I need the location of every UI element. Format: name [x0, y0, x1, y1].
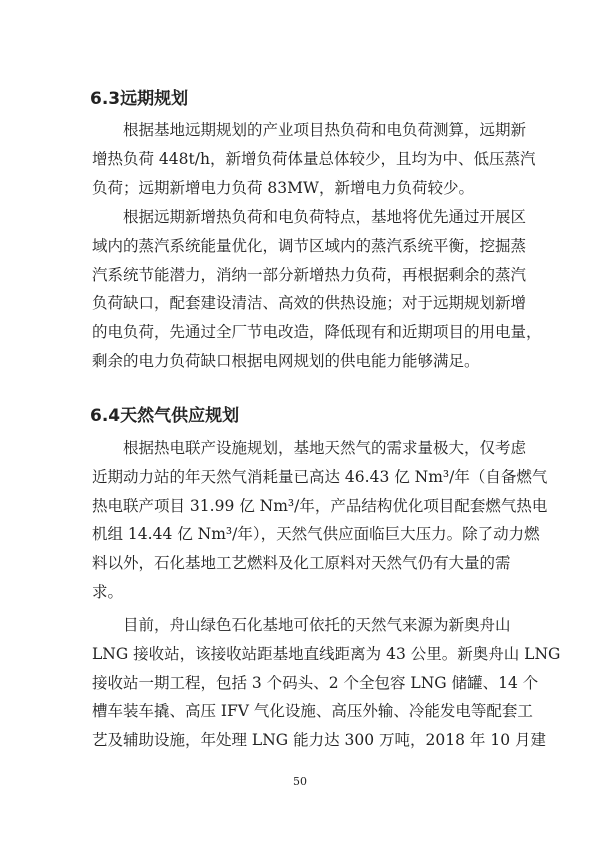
text-line: 增热负荷 448t/h，新增负荷体量总体较少，且均为中、低压蒸汽 [92, 149, 536, 168]
paragraph [92, 434, 548, 607]
text-line: 负荷缺口，配套建设清洁、高效的供热设施；对于远期规划新增 [92, 294, 527, 313]
text-line: 近期动力站的年天然气消耗量已高达 46.43 亿 Nm³/年（自备燃气 [92, 467, 548, 486]
section-heading: 6.4天然气供应规划 [90, 406, 240, 426]
text-line: 接收站一期工程，包括 3 个码头、2 个全包容 LNG 储罐、14 个 [92, 673, 539, 692]
paragraph [92, 203, 542, 376]
text-line: 求。 [92, 582, 124, 601]
page-number: 50 [293, 775, 307, 788]
text-line: 负荷；远期新增电力负荷 83MW，新增电力负荷较少。 [92, 178, 474, 197]
text-line: 剩余的电力负荷缺口根据电网规划的供电能力能够满足。 [92, 351, 480, 370]
text-line: 根据基地远期规划的产业项目热负荷和电负荷测算，远期新 [123, 121, 527, 139]
text-line: 热电联产项目 31.99 亿 Nm³/年，产品结构优化项目配套燃气热电 [92, 496, 548, 515]
paragraph [92, 116, 536, 202]
text-line: 汽系统节能潜力，消纳一部分新增热力负荷，再根据剩余的蒸汽 [92, 265, 527, 284]
text-line: 域内的蒸汽系统能量优化，调节区域内的蒸汽系统平衡，挖掘蒸 [92, 236, 527, 255]
text-line: 料以外，石化基地工艺燃料及化工原料对天然气仍有大量的需 [92, 554, 511, 573]
text-line: 根据远期新增热负荷和电负荷特点，基地将优先通过开展区 [123, 208, 527, 226]
text-line: LNG 接收站，该接收站距基地直线距离为 43 公里。新奥舟山 LNG [92, 644, 561, 663]
text-line: 机组 14.44 亿 Nm³/年），天然气供应面临巨大压力。除了动力燃 [92, 525, 540, 544]
section-heading: 6.3远期规划 [90, 89, 189, 109]
text-line: 槽车装车撬、高压 IFV 气化设施、高压外输、冷能发电等配套工 [92, 702, 533, 721]
text-line: 目前，舟山绿色石化基地可依托的天然气来源为新奥舟山 [123, 616, 511, 634]
text-line: 根据热电联产设施规划，基地天然气的需求量极大，仅考虑 [123, 439, 527, 457]
text-line: 艺及辅助设施，年处理 LNG 能力达 300 万吨，2018 年 10 月建 [92, 731, 546, 750]
text-line: 的电负荷，先通过全厂节电改造，降低现有和近期项目的用电量， [92, 323, 542, 342]
paragraph [92, 611, 561, 755]
